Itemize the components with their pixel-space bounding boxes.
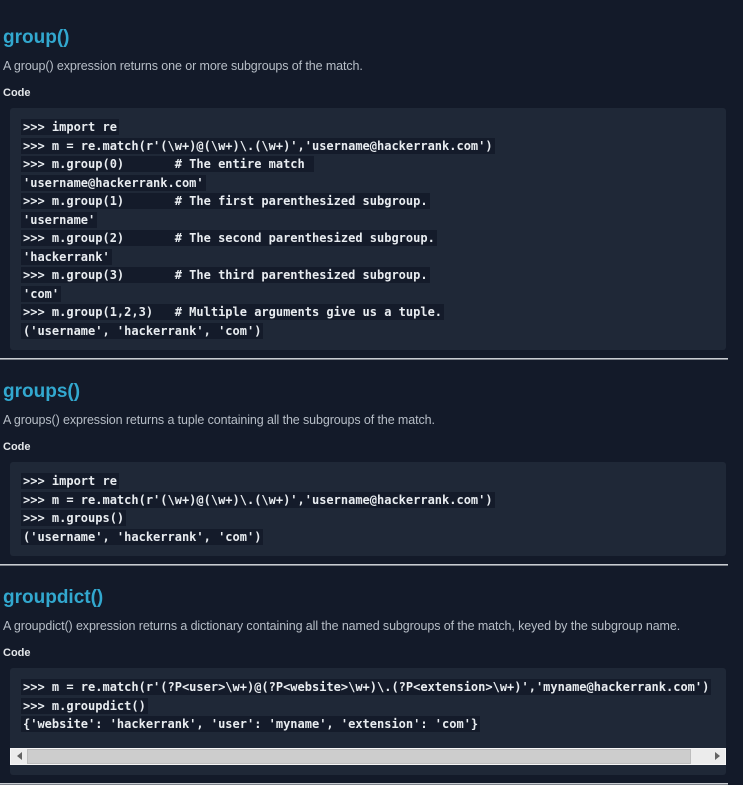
section-divider [0,783,728,785]
section-divider [0,358,728,360]
code-line: >>> m.group(1,2,3) # Multiple arguments give us a tuple. [23,305,443,319]
section-groupdict [0,586,743,785]
code-block[interactable] [10,668,726,775]
code-line: >>> m.group(2) # The second parenthesized subgroup. [23,231,435,245]
scroll-left-button[interactable] [11,749,27,764]
code-label: Code [3,647,31,659]
code-line: {'website': 'hackerrank', 'user': 'myname', 'extension': 'com'} [23,717,479,731]
section-title: groupdict() [3,587,104,608]
code-line: >>> import re [23,120,117,134]
code-line: 'username' [23,212,96,227]
arrow-left-icon [17,752,22,760]
scroll-right-button[interactable] [709,749,725,764]
section-description: A groups() expression returns a tuple containing all the subgroups of the match. [3,413,435,427]
code-lines [21,678,722,734]
section-title: groups() [3,381,81,402]
code-line: >>> m.groups() [23,511,125,525]
section-description: A groupdict() expression returns a dictionary containing all the named subgroups of the match, keyed by the subgroup name. [3,619,681,633]
code-label: Code [3,441,31,453]
code-line: 'hackerrank' [23,249,110,264]
code-line: >>> import re [23,474,117,488]
code-line: 'com' [23,286,60,301]
section-groups [0,380,743,566]
code-line: >>> m = re.match(r'(\w+)@(\w+)\.(\w+)','username@hackerrank.com') [23,138,493,153]
code-line: >>> m = re.match(r'(\w+)@(\w+)\.(\w+)','username@hackerrank.com') [23,492,493,507]
section-divider [0,564,728,566]
section-description: A group() expression returns one or more subgroups of the match. [3,59,363,73]
arrow-right-icon [715,752,720,760]
code-line: >>> m.groupdict() [23,698,146,713]
code-line: >>> m.group(3) # The third parenthesized subgroup. [23,268,428,282]
section-title: group() [3,27,70,48]
code-line: >>> m.group(1) # The first parenthesized subgroup. [23,194,428,208]
code-line: ('username', 'hackerrank', 'com') [23,529,262,544]
code-block [10,462,726,556]
scrollbar-thumb[interactable] [27,749,691,764]
code-label: Code [3,87,31,99]
code-line: >>> m.group(0) # The entire match [23,157,312,171]
code-line: 'username@hackerrank.com' [23,175,204,190]
section-group [0,26,743,360]
code-line: ('username', 'hackerrank', 'com') [23,323,262,338]
code-block [10,108,726,350]
code-line: >>> m = re.match(r'(?P<user>\w+)@(?P<website>\w+)\.(?P<extension>\w+)','myname@hackerrank.com') [23,680,710,694]
horizontal-scrollbar[interactable] [10,748,726,765]
